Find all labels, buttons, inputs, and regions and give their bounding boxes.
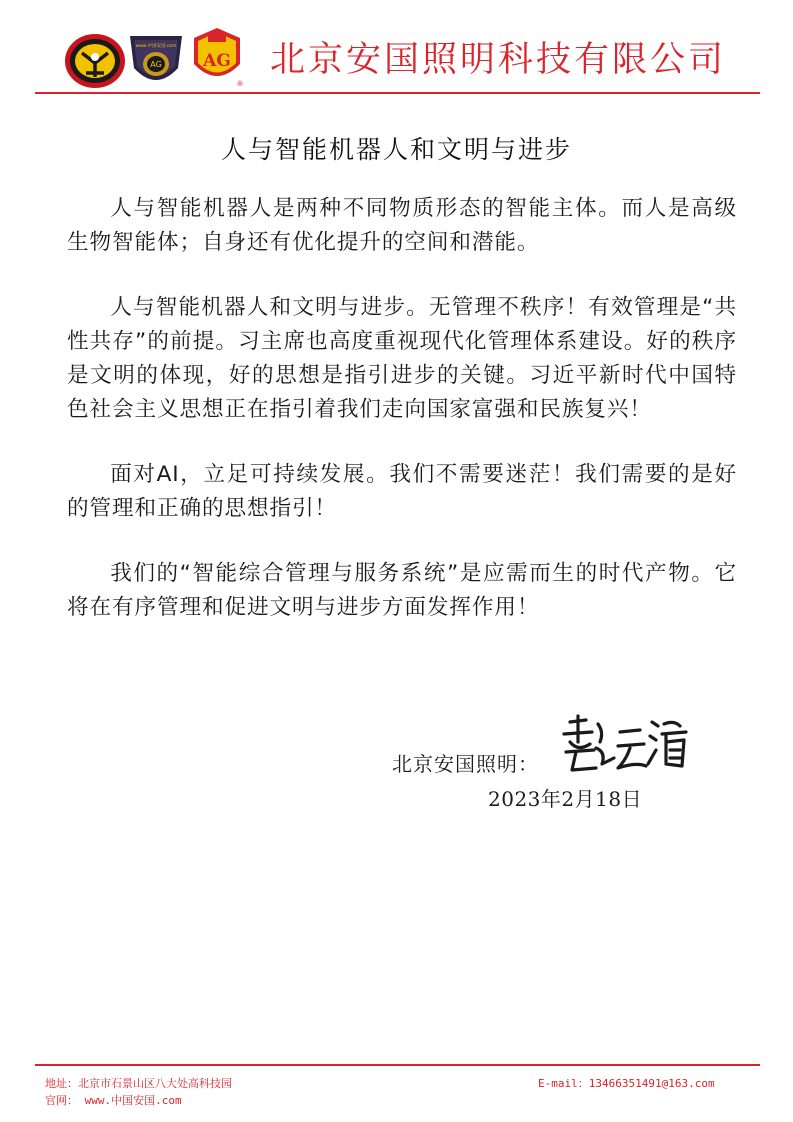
round-emblem-logo bbox=[64, 33, 126, 89]
paragraph: 人与智能机器人和文明与进步。无管理不秩序！有效管理是“共性共存”的前提。习主席也高度重视现代化管理体系建设。好的秩序是文明的体现，好的思想是指引进步的关键。习近平新时代中国特色社会主义思想正在指引着我们走向国家富强和民族复兴！ bbox=[67, 295, 737, 422]
shield-emblem-logo bbox=[128, 30, 184, 90]
paragraph: 面对AI，立足可持续发展。我们不需要迷茫！我们需要的是好的管理和正确的思想指引！ bbox=[67, 462, 737, 521]
document-title: 人与智能机器人和文明与进步 bbox=[220, 135, 572, 164]
ag-shield-logo bbox=[188, 26, 246, 90]
svg-text:AG: AG bbox=[150, 60, 162, 69]
document-body bbox=[67, 192, 737, 656]
letterhead bbox=[0, 0, 793, 100]
document-date: 2023年2月18日 bbox=[488, 787, 643, 811]
footer-website: 官网： www.中国安国.com bbox=[45, 1094, 182, 1107]
footer-email: E-mail：13466351491@163.com bbox=[538, 1077, 715, 1090]
handwritten-signature bbox=[556, 712, 696, 782]
header-divider bbox=[35, 92, 760, 94]
company-name: 北京安国照明科技有限公司 bbox=[270, 40, 727, 80]
signatory-label: 北京安国照明： bbox=[392, 752, 539, 776]
logo-url-text: www.中国安国.com bbox=[135, 44, 177, 49]
paragraph: 我们的“智能综合管理与服务系统”是应需而生的时代产物。它将在有序管理和促进文明与进步方面发挥作用！ bbox=[67, 561, 737, 620]
paragraph: 人与智能机器人是两种不同物质形态的智能主体。而人是高级生物智能体；自身还有优化提升的空间和潜能。 bbox=[67, 196, 737, 255]
footer-address: 地址：北京市石景山区八大处高科技园 bbox=[45, 1077, 232, 1090]
logo-ag-text: AG bbox=[203, 51, 231, 71]
registered-mark: ® bbox=[236, 80, 244, 88]
footer-divider bbox=[35, 1064, 760, 1066]
